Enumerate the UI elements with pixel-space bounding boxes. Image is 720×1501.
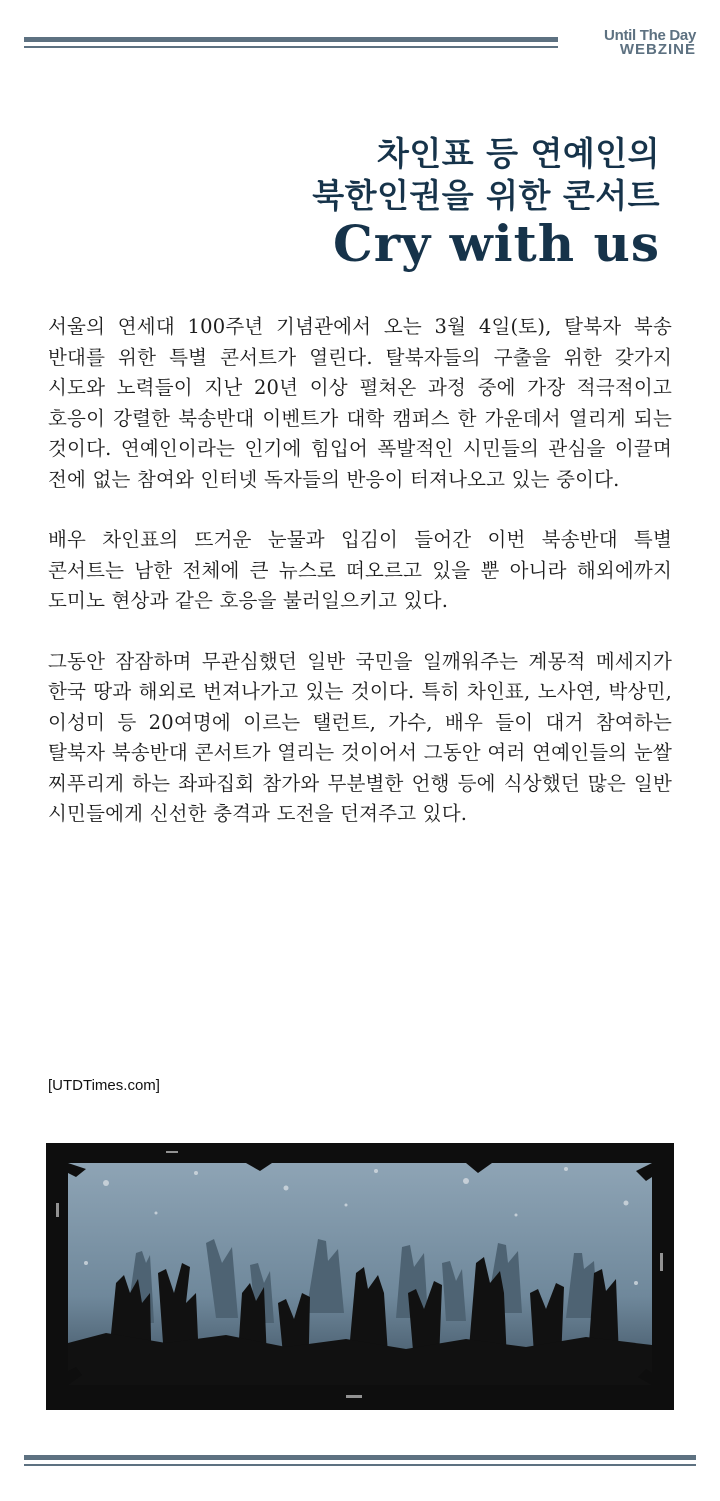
concert-crowd-image: [46, 1143, 674, 1410]
top-rule: [24, 37, 558, 42]
top-rule-thin: [24, 46, 558, 48]
crowd-silhouette-graphic: [46, 1143, 674, 1410]
masthead-line2: WEBZINE: [619, 41, 696, 58]
article-paragraph-2: 배우 차인표의 뜨거운 눈물과 입김이 들어간 이번 북송반대 특별 콘서트는 남한 전체에 큰 뉴스로 떠오르고 있을 뿐 아니라 해외에까지 도미노 현상과 같은 호응을 불러일으키고 있다.: [48, 528, 672, 612]
article-body: [48, 312, 672, 860]
article-paragraph-3: 그동안 잠잠하며 무관심했던 일반 국민을 일깨워주는 계몽적 메세지가 한국 땅과 해외로 번져나가고 있는 것이다. 특히 차인표, 노사연, 박상민, 이성미 등 20여명에 이르는 탤런트, 가수, 배우 들이 대거 참여하는 탈북자 북송반대 콘서트가 열리는 것이어서 그동안 여러 연예인들의 눈쌀 찌푸리게 하는 좌파집회 참가와 무분별한 언행 등에 식상했던 많은 일반 시민들에게 신선한 충격과 도전을 던져주고 있다.: [48, 649, 672, 825]
page-title: [312, 133, 660, 275]
title-line-2: 북한인권을 위한 콘서트: [312, 176, 660, 215]
bottom-rule: [24, 1455, 696, 1460]
title-line-1: 차인표 등 연예인의: [376, 134, 660, 173]
article-paragraph-1: 서울의 연세대 100주년 기념관에서 오는 3월 4일(토), 탈북자 북송 반대를 위한 특별 콘서트가 열린다. 탈북자들의 구출을 위한 갖가지 시도와 노력들이 지난 20년 이상 펼쳐온 과정 중에 가장 적극적이고 호응이 강렬한 북송반대 이벤트가 대학 캠퍼스 한 가운데서 열리게 되는 것이다. 연예인이라는 인기에 힘입어 폭발적인 시민들의 관심을 이끌며 전에 없는 참여와 인터넷 독자들의 반응이 터져나오고 있는 중이다.: [48, 315, 672, 491]
masthead-logo[interactable]: [566, 28, 696, 57]
title-english: Cry with us: [333, 214, 660, 273]
bottom-rule-thin: [24, 1464, 696, 1466]
masthead-line1: Until The Day: [604, 27, 696, 44]
source-credit: [UTDTimes.com]: [48, 1077, 160, 1094]
